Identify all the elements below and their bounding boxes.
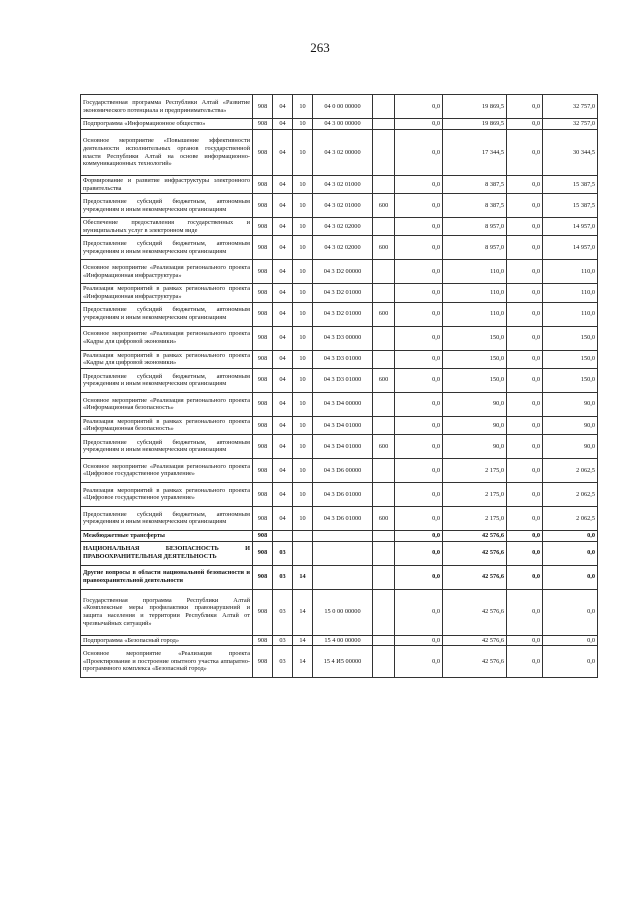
expense-type-cell: 600	[373, 236, 395, 260]
amount-2-cell: 8 387,5	[443, 194, 507, 218]
amount-1-cell: 0,0	[395, 326, 443, 350]
amount-1-cell: 0,0	[395, 392, 443, 416]
grbs-cell: 908	[253, 458, 273, 482]
amount-4-cell: 15 387,5	[543, 194, 598, 218]
target-article-cell: 04 3 00 00000	[313, 119, 373, 130]
amount-3-cell: 0,0	[507, 236, 543, 260]
grbs-cell: 908	[253, 302, 273, 326]
section-cell: 03	[273, 646, 293, 678]
amount-3-cell: 0,0	[507, 368, 543, 392]
section-cell: 03	[273, 565, 293, 589]
grbs-cell: 908	[253, 368, 273, 392]
table-row	[81, 302, 598, 326]
row-name-cell: Формирование и развитие инфраструктуры электронного правительства	[81, 176, 253, 194]
grbs-cell: 908	[253, 482, 273, 506]
expense-type-cell	[373, 176, 395, 194]
amount-2-cell: 8 387,5	[443, 176, 507, 194]
grbs-cell: 908	[253, 326, 273, 350]
row-name-cell: Основное мероприятие «Реализация регионального проекта «Информационная безопасность»	[81, 392, 253, 416]
table-row	[81, 176, 598, 194]
subsection-cell: 10	[293, 482, 313, 506]
table-row	[81, 416, 598, 434]
row-name-cell: Реализация мероприятий в рамках регионального проекта «Кадры для цифровой экономики»	[81, 350, 253, 368]
amount-2-cell: 90,0	[443, 434, 507, 458]
amount-3-cell: 0,0	[507, 530, 543, 541]
table-row	[81, 565, 598, 589]
section-cell: 04	[273, 302, 293, 326]
row-name-cell: Межбюджетные трансферты	[81, 530, 253, 541]
target-article-cell: 04 3 02 02000	[313, 236, 373, 260]
amount-3-cell: 0,0	[507, 130, 543, 176]
amount-3-cell: 0,0	[507, 635, 543, 646]
subsection-cell	[293, 530, 313, 541]
amount-3-cell: 0,0	[507, 95, 543, 119]
amount-3-cell: 0,0	[507, 541, 543, 565]
amount-2-cell: 42 576,6	[443, 530, 507, 541]
amount-1-cell: 0,0	[395, 416, 443, 434]
subsection-cell: 14	[293, 565, 313, 589]
expense-type-cell	[373, 130, 395, 176]
table-row	[81, 130, 598, 176]
grbs-cell: 908	[253, 635, 273, 646]
expense-type-cell	[373, 635, 395, 646]
section-cell: 04	[273, 392, 293, 416]
table-row	[81, 434, 598, 458]
amount-3-cell: 0,0	[507, 506, 543, 530]
target-article-cell: 04 3 D2 00000	[313, 260, 373, 284]
target-article-cell: 04 3 D3 01000	[313, 350, 373, 368]
amount-3-cell: 0,0	[507, 482, 543, 506]
subsection-cell: 10	[293, 326, 313, 350]
amount-3-cell: 0,0	[507, 434, 543, 458]
target-article-cell	[313, 565, 373, 589]
section-cell: 04	[273, 416, 293, 434]
grbs-cell: 908	[253, 541, 273, 565]
amount-1-cell: 0,0	[395, 350, 443, 368]
subsection-cell: 10	[293, 434, 313, 458]
expense-type-cell: 600	[373, 368, 395, 392]
amount-1-cell: 0,0	[395, 194, 443, 218]
grbs-cell: 908	[253, 350, 273, 368]
amount-2-cell: 19 869,5	[443, 95, 507, 119]
section-cell: 04	[273, 176, 293, 194]
amount-3-cell: 0,0	[507, 350, 543, 368]
row-name-cell: Основное мероприятие «Реализация проекта «Проектирование и построение опытного участка аппаратно-программного комплекса «Безопасный город»	[81, 646, 253, 678]
table-row	[81, 326, 598, 350]
row-name-cell: Основное мероприятие «Реализация регионального проекта «Кадры для цифровой экономики»	[81, 326, 253, 350]
amount-4-cell: 30 344,5	[543, 130, 598, 176]
subsection-cell: 10	[293, 302, 313, 326]
section-cell: 04	[273, 368, 293, 392]
grbs-cell: 908	[253, 284, 273, 302]
amount-2-cell: 17 344,5	[443, 130, 507, 176]
row-name-cell: Предоставление субсидий бюджетным, автономным учреждениям и иным некоммерческим организациям	[81, 434, 253, 458]
target-article-cell: 15 0 00 00000	[313, 589, 373, 635]
row-name-cell: Предоставление субсидий бюджетным, автономным учреждениям и иным некоммерческим организациям	[81, 194, 253, 218]
section-cell: 04	[273, 218, 293, 236]
amount-3-cell: 0,0	[507, 119, 543, 130]
subsection-cell: 10	[293, 392, 313, 416]
row-name-cell: Предоставление субсидий бюджетным, автономным учреждениям и иным некоммерческим организациям	[81, 368, 253, 392]
target-article-cell: 04 3 D3 00000	[313, 326, 373, 350]
expense-type-cell	[373, 458, 395, 482]
expense-type-cell	[373, 482, 395, 506]
target-article-cell: 04 3 D4 01000	[313, 434, 373, 458]
subsection-cell: 10	[293, 119, 313, 130]
section-cell: 04	[273, 458, 293, 482]
grbs-cell: 908	[253, 130, 273, 176]
amount-1-cell: 0,0	[395, 482, 443, 506]
expense-type-cell	[373, 416, 395, 434]
subsection-cell: 14	[293, 635, 313, 646]
amount-1-cell: 0,0	[395, 646, 443, 678]
amount-4-cell: 0,0	[543, 635, 598, 646]
amount-2-cell: 2 175,0	[443, 506, 507, 530]
amount-1-cell: 0,0	[395, 119, 443, 130]
table-row	[81, 530, 598, 541]
expense-type-cell	[373, 218, 395, 236]
amount-2-cell: 42 576,6	[443, 646, 507, 678]
target-article-cell: 15 4 00 00000	[313, 635, 373, 646]
section-cell: 04	[273, 326, 293, 350]
table-row	[81, 95, 598, 119]
grbs-cell: 908	[253, 392, 273, 416]
expense-type-cell	[373, 350, 395, 368]
amount-1-cell: 0,0	[395, 284, 443, 302]
expense-type-cell	[373, 646, 395, 678]
section-cell: 04	[273, 482, 293, 506]
section-cell: 04	[273, 350, 293, 368]
target-article-cell: 04 0 00 00000	[313, 95, 373, 119]
amount-1-cell: 0,0	[395, 458, 443, 482]
amount-2-cell: 8 957,0	[443, 218, 507, 236]
amount-4-cell: 150,0	[543, 326, 598, 350]
section-cell: 04	[273, 260, 293, 284]
amount-3-cell: 0,0	[507, 416, 543, 434]
target-article-cell: 04 3 D6 01000	[313, 482, 373, 506]
subsection-cell: 10	[293, 130, 313, 176]
amount-1-cell: 0,0	[395, 434, 443, 458]
amount-4-cell: 110,0	[543, 302, 598, 326]
amount-4-cell: 0,0	[543, 589, 598, 635]
amount-3-cell: 0,0	[507, 194, 543, 218]
amount-1-cell: 0,0	[395, 95, 443, 119]
section-cell	[273, 530, 293, 541]
amount-3-cell: 0,0	[507, 392, 543, 416]
grbs-cell: 908	[253, 236, 273, 260]
amount-1-cell: 0,0	[395, 302, 443, 326]
row-name-cell: Реализация мероприятий в рамках регионального проекта «Информационная инфраструктура»	[81, 284, 253, 302]
amount-2-cell: 42 576,6	[443, 635, 507, 646]
amount-4-cell: 110,0	[543, 284, 598, 302]
amount-2-cell: 90,0	[443, 392, 507, 416]
amount-4-cell: 90,0	[543, 392, 598, 416]
amount-3-cell: 0,0	[507, 284, 543, 302]
amount-1-cell: 0,0	[395, 368, 443, 392]
subsection-cell: 10	[293, 350, 313, 368]
grbs-cell: 908	[253, 194, 273, 218]
amount-1-cell: 0,0	[395, 176, 443, 194]
amount-4-cell: 14 957,0	[543, 218, 598, 236]
row-name-cell: Обеспечение предоставления государственных и муниципальных услуг в электронном виде	[81, 218, 253, 236]
expense-type-cell: 600	[373, 434, 395, 458]
grbs-cell: 908	[253, 530, 273, 541]
table-row	[81, 260, 598, 284]
amount-2-cell: 8 957,0	[443, 236, 507, 260]
expense-type-cell	[373, 589, 395, 635]
section-cell: 03	[273, 589, 293, 635]
subsection-cell: 10	[293, 236, 313, 260]
table-row	[81, 458, 598, 482]
section-cell: 04	[273, 236, 293, 260]
row-name-cell: Предоставление субсидий бюджетным, автономным учреждениям и иным некоммерческим организациям	[81, 236, 253, 260]
target-article-cell: 04 3 02 02000	[313, 218, 373, 236]
amount-3-cell: 0,0	[507, 176, 543, 194]
amount-3-cell: 0,0	[507, 646, 543, 678]
grbs-cell: 908	[253, 95, 273, 119]
amount-1-cell: 0,0	[395, 506, 443, 530]
amount-3-cell: 0,0	[507, 565, 543, 589]
expense-type-cell	[373, 260, 395, 284]
expense-type-cell: 600	[373, 506, 395, 530]
grbs-cell: 908	[253, 646, 273, 678]
expense-type-cell: 600	[373, 302, 395, 326]
section-cell: 03	[273, 541, 293, 565]
expense-type-cell	[373, 541, 395, 565]
row-name-cell: Реализация мероприятий в рамках регионального проекта «Цифровое государственное управление»	[81, 482, 253, 506]
expense-type-cell	[373, 284, 395, 302]
table-row	[81, 589, 598, 635]
amount-4-cell: 110,0	[543, 260, 598, 284]
amount-1-cell: 0,0	[395, 589, 443, 635]
amount-4-cell: 150,0	[543, 350, 598, 368]
amount-1-cell: 0,0	[395, 236, 443, 260]
section-cell: 04	[273, 95, 293, 119]
table-row	[81, 635, 598, 646]
amount-2-cell: 19 869,5	[443, 119, 507, 130]
row-name-cell: Государственная программа Республики Алтай «Комплексные меры профилактики правонарушений и защита населения и территории Республики Алтай от чрезвычайных ситуаций»	[81, 589, 253, 635]
amount-4-cell: 2 062,5	[543, 506, 598, 530]
amount-4-cell: 15 387,5	[543, 176, 598, 194]
amount-2-cell: 150,0	[443, 350, 507, 368]
amount-4-cell: 90,0	[543, 434, 598, 458]
amount-2-cell: 42 576,6	[443, 589, 507, 635]
subsection-cell: 10	[293, 284, 313, 302]
target-article-cell: 15 4 И5 00000	[313, 646, 373, 678]
table-row	[81, 506, 598, 530]
amount-4-cell: 0,0	[543, 565, 598, 589]
amount-2-cell: 42 576,6	[443, 565, 507, 589]
row-name-cell: Основное мероприятие «Реализация регионального проекта «Информационная инфраструктура»	[81, 260, 253, 284]
target-article-cell: 04 3 D2 01000	[313, 284, 373, 302]
amount-1-cell: 0,0	[395, 635, 443, 646]
amount-1-cell: 0,0	[395, 541, 443, 565]
amount-4-cell: 90,0	[543, 416, 598, 434]
section-cell: 04	[273, 130, 293, 176]
amount-3-cell: 0,0	[507, 302, 543, 326]
amount-3-cell: 0,0	[507, 589, 543, 635]
amount-3-cell: 0,0	[507, 218, 543, 236]
amount-2-cell: 150,0	[443, 368, 507, 392]
amount-4-cell: 32 757,0	[543, 95, 598, 119]
expense-type-cell	[373, 530, 395, 541]
table-row	[81, 284, 598, 302]
subsection-cell: 10	[293, 176, 313, 194]
amount-2-cell: 110,0	[443, 260, 507, 284]
target-article-cell: 04 3 D3 01000	[313, 368, 373, 392]
amount-4-cell: 0,0	[543, 530, 598, 541]
row-name-cell: НАЦИОНАЛЬНАЯ БЕЗОПАСНОСТЬ И ПРАВООХРАНИТЕЛЬНАЯ ДЕЯТЕЛЬНОСТЬ	[81, 541, 253, 565]
amount-1-cell: 0,0	[395, 565, 443, 589]
amount-4-cell: 2 062,5	[543, 458, 598, 482]
amount-4-cell: 2 062,5	[543, 482, 598, 506]
target-article-cell: 04 3 D4 00000	[313, 392, 373, 416]
section-cell: 04	[273, 194, 293, 218]
table-row	[81, 194, 598, 218]
section-cell: 04	[273, 284, 293, 302]
grbs-cell: 908	[253, 119, 273, 130]
subsection-cell: 10	[293, 506, 313, 530]
subsection-cell	[293, 541, 313, 565]
amount-1-cell: 0,0	[395, 530, 443, 541]
amount-1-cell: 0,0	[395, 260, 443, 284]
target-article-cell: 04 3 02 00000	[313, 130, 373, 176]
subsection-cell: 10	[293, 368, 313, 392]
amount-3-cell: 0,0	[507, 326, 543, 350]
amount-2-cell: 42 576,6	[443, 541, 507, 565]
amount-4-cell: 32 757,0	[543, 119, 598, 130]
table-row	[81, 350, 598, 368]
amount-4-cell: 14 957,0	[543, 236, 598, 260]
amount-2-cell: 2 175,0	[443, 458, 507, 482]
amount-4-cell: 0,0	[543, 541, 598, 565]
table-row	[81, 482, 598, 506]
amount-2-cell: 2 175,0	[443, 482, 507, 506]
target-article-cell: 04 3 02 01000	[313, 176, 373, 194]
grbs-cell: 908	[253, 218, 273, 236]
subsection-cell: 10	[293, 95, 313, 119]
subsection-cell: 10	[293, 416, 313, 434]
grbs-cell: 908	[253, 565, 273, 589]
amount-3-cell: 0,0	[507, 260, 543, 284]
amount-2-cell: 90,0	[443, 416, 507, 434]
page-number: 263	[310, 40, 330, 55]
table-row	[81, 236, 598, 260]
expense-type-cell	[373, 95, 395, 119]
row-name-cell: Подпрограмма «Информационное общество»	[81, 119, 253, 130]
expense-type-cell	[373, 326, 395, 350]
amount-3-cell: 0,0	[507, 458, 543, 482]
target-article-cell	[313, 530, 373, 541]
grbs-cell: 908	[253, 434, 273, 458]
grbs-cell: 908	[253, 260, 273, 284]
subsection-cell: 14	[293, 589, 313, 635]
target-article-cell: 04 3 02 01000	[313, 194, 373, 218]
section-cell: 04	[273, 434, 293, 458]
target-article-cell: 04 3 D2 01000	[313, 302, 373, 326]
expense-type-cell	[373, 565, 395, 589]
subsection-cell: 14	[293, 646, 313, 678]
target-article-cell: 04 3 D6 01000	[313, 506, 373, 530]
grbs-cell: 908	[253, 589, 273, 635]
table-row	[81, 392, 598, 416]
grbs-cell: 908	[253, 176, 273, 194]
expense-type-cell: 600	[373, 194, 395, 218]
target-article-cell	[313, 541, 373, 565]
row-name-cell: Подпрограмма «Безопасный город»	[81, 635, 253, 646]
row-name-cell: Основное мероприятие «Повышение эффективности деятельности исполнительных органов государственной власти Республики Алтай на основе информационно-коммуникационных технологий»	[81, 130, 253, 176]
expense-type-cell	[373, 119, 395, 130]
target-article-cell: 04 3 D6 00000	[313, 458, 373, 482]
table-row	[81, 646, 598, 678]
subsection-cell: 10	[293, 194, 313, 218]
amount-1-cell: 0,0	[395, 218, 443, 236]
row-name-cell: Основное мероприятие «Реализация регионального проекта «Цифровое государственное управление»	[81, 458, 253, 482]
section-cell: 04	[273, 506, 293, 530]
amount-2-cell: 110,0	[443, 284, 507, 302]
row-name-cell: Предоставление субсидий бюджетным, автономным учреждениям и иным некоммерческим организациям	[81, 302, 253, 326]
section-cell: 04	[273, 119, 293, 130]
grbs-cell: 908	[253, 416, 273, 434]
amount-2-cell: 150,0	[443, 326, 507, 350]
amount-1-cell: 0,0	[395, 130, 443, 176]
expense-type-cell	[373, 392, 395, 416]
row-name-cell: Другие вопросы в области национальной безопасности и правоохранительной деятельности	[81, 565, 253, 589]
row-name-cell: Реализация мероприятий в рамках регионального проекта «Информационная безопасность»	[81, 416, 253, 434]
amount-4-cell: 0,0	[543, 646, 598, 678]
grbs-cell: 908	[253, 506, 273, 530]
amount-4-cell: 150,0	[543, 368, 598, 392]
subsection-cell: 10	[293, 260, 313, 284]
row-name-cell: Государственная программа Республики Алтай «Развитие экономического потенциала и предпринимательства»	[81, 95, 253, 119]
budget-table	[80, 94, 598, 678]
table-row	[81, 119, 598, 130]
amount-2-cell: 110,0	[443, 302, 507, 326]
section-cell: 03	[273, 635, 293, 646]
subsection-cell: 10	[293, 458, 313, 482]
row-name-cell: Предоставление субсидий бюджетным, автономным учреждениям и иным некоммерческим организациям	[81, 506, 253, 530]
table-row	[81, 541, 598, 565]
subsection-cell: 10	[293, 218, 313, 236]
table-row	[81, 218, 598, 236]
target-article-cell: 04 3 D4 01000	[313, 416, 373, 434]
table-row	[81, 368, 598, 392]
